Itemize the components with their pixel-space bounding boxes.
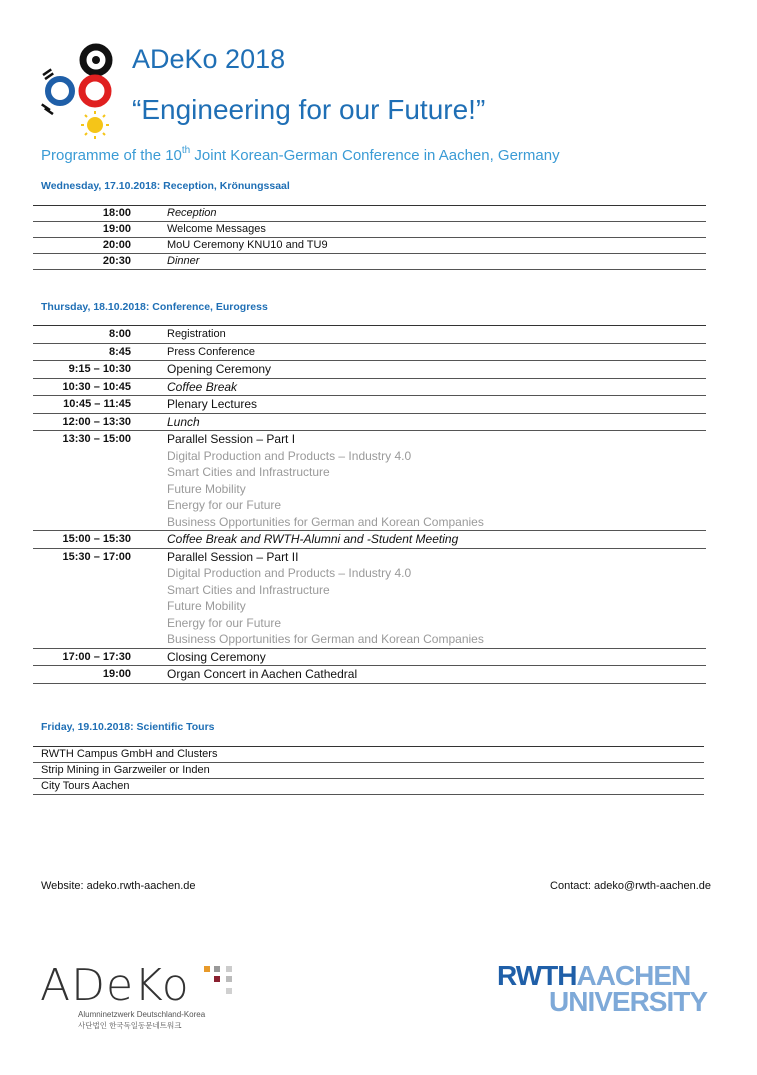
schedule-event-title: Parallel Session – Part I — [167, 432, 296, 446]
schedule-row — [33, 343, 706, 361]
rwth-logo-rwth: RWTH — [497, 960, 577, 991]
schedule-row — [33, 238, 706, 254]
schedule-time: 20:00 — [33, 238, 167, 254]
schedule-row — [33, 206, 706, 222]
schedule-time: 20:30 — [33, 254, 167, 270]
schedule-event-title: Closing Ceremony — [167, 649, 266, 664]
schedule-event-title: Coffee Break and RWTH-Alumni and -Student Meeting — [167, 532, 459, 546]
schedule-event-title: Welcome Messages — [167, 223, 266, 235]
parallel-session-topic: Future Mobility — [167, 599, 246, 613]
schedule-row — [33, 254, 706, 270]
adeko-logo-squares-icon — [200, 962, 244, 998]
schedule-event — [167, 206, 706, 222]
rwth-aachen-logo — [497, 960, 708, 1020]
schedule-row — [33, 531, 706, 549]
schedule-time: 19:00 — [33, 222, 167, 238]
schedule-event — [167, 326, 706, 344]
schedule-time: 17:00 – 17:30 — [33, 648, 167, 666]
conference-title: ADeKo 2018 — [132, 44, 286, 74]
tour-name: City Tours Aachen — [33, 779, 704, 795]
schedule-event — [167, 222, 706, 238]
schedule-time: 15:00 – 15:30 — [33, 531, 167, 549]
schedule-event — [167, 343, 706, 361]
schedule-event-title: Opening Ceremony — [167, 362, 272, 376]
schedule-row — [33, 431, 706, 531]
adeko-network-logo — [40, 960, 250, 1032]
tour-row — [33, 763, 704, 779]
schedule-row — [33, 413, 706, 431]
tour-name: RWTH Campus GmbH and Clusters — [33, 747, 704, 763]
schedule-event — [167, 378, 706, 396]
parallel-session-topic: Energy for our Future — [167, 615, 282, 630]
schedule-time: 15:30 – 17:00 — [33, 548, 167, 648]
schedule-time: 19:00 — [33, 666, 167, 684]
schedule-event-title: Organ Concert in Aachen Cathedral — [167, 667, 358, 681]
schedule-time: 10:30 – 10:45 — [33, 378, 167, 396]
schedule-event — [167, 413, 706, 431]
wednesday-schedule-table — [33, 205, 706, 270]
parallel-session-topic: Business Opportunities for German and Korean Companies — [167, 632, 484, 646]
schedule-event-title: Parallel Session – Part II — [167, 549, 299, 564]
schedule-event — [167, 254, 706, 270]
adeko-logo-word: ADeKo — [40, 960, 190, 1011]
schedule-event-title: Press Conference — [167, 345, 256, 358]
schedule-row — [33, 361, 706, 379]
schedule-row — [33, 666, 706, 684]
schedule-event-title: Plenary Lectures — [167, 397, 258, 411]
parallel-session-topic: Future Mobility — [167, 481, 246, 496]
schedule-event-title: Registration — [167, 328, 226, 340]
schedule-time: 12:00 – 13:30 — [33, 413, 167, 431]
schedule-event-title: Lunch — [167, 414, 200, 429]
wednesday-heading: Wednesday, 17.10.2018: Reception, Krönungssaal — [41, 180, 290, 192]
parallel-session-topic: Digital Production and Products – Industry 4.0 — [167, 566, 412, 580]
rwth-logo-university: UNIVERSITY — [549, 986, 708, 1017]
programme-subtitle — [41, 145, 560, 164]
tour-row — [33, 747, 704, 763]
friday-tours-table — [33, 746, 704, 795]
parallel-session-topic: Smart Cities and Infrastructure — [167, 582, 330, 597]
schedule-event — [167, 531, 706, 549]
thursday-heading: Thursday, 18.10.2018: Conference, Eurogress — [41, 301, 268, 313]
adeko-logo-subline-german: Alumninetzwerk Deutschland-Korea — [78, 1010, 206, 1019]
schedule-event-title: MoU Ceremony KNU10 and TU9 — [167, 239, 328, 251]
tour-row — [33, 779, 704, 795]
parallel-session-topic: Smart Cities and Infrastructure — [167, 465, 330, 479]
schedule-event — [167, 238, 706, 254]
schedule-event — [167, 396, 706, 414]
schedule-time: 18:00 — [33, 206, 167, 222]
schedule-event — [167, 361, 706, 379]
rwth-logo-aachen: AACHEN — [576, 960, 691, 991]
schedule-time: 9:15 – 10:30 — [33, 361, 167, 379]
schedule-event — [167, 666, 706, 684]
parallel-session-topic: Business Opportunities for German and Korean Companies — [167, 514, 484, 529]
schedule-time: 8:45 — [33, 343, 167, 361]
schedule-event — [167, 648, 706, 666]
schedule-row — [33, 378, 706, 396]
subtitle-post: Joint Korean-German Conference in Aachen, Germany — [190, 147, 560, 164]
parallel-session-topic: Energy for our Future — [167, 498, 282, 512]
schedule-event-title: Dinner — [167, 255, 200, 267]
adeko-conference-logo-icon — [38, 38, 118, 142]
schedule-row — [33, 396, 706, 414]
subtitle-pre: Programme of the 10 — [41, 147, 182, 164]
schedule-event-title: Reception — [167, 207, 217, 219]
schedule-row — [33, 548, 706, 648]
schedule-time: 8:00 — [33, 326, 167, 344]
schedule-time: 10:45 – 11:45 — [33, 396, 167, 414]
thursday-schedule-table — [33, 325, 706, 684]
contact-text: Contact: adeko@rwth-aachen.de — [550, 880, 711, 892]
schedule-event — [167, 431, 706, 531]
schedule-event-title: Coffee Break — [167, 379, 238, 394]
subtitle-sup: th — [181, 145, 191, 156]
schedule-event — [167, 548, 706, 648]
parallel-session-topic: Digital Production and Products – Industry 4.0 — [167, 448, 412, 463]
schedule-row — [33, 326, 706, 344]
schedule-row — [33, 648, 706, 666]
website-text: Website: adeko.rwth-aachen.de — [41, 880, 196, 892]
conference-motto: “Engineering for our Future!” — [132, 94, 486, 125]
schedule-time: 13:30 – 15:00 — [33, 431, 167, 531]
schedule-row — [33, 222, 706, 238]
adeko-logo-subline-korean: 사단법인 한국독일동문네트워크 — [78, 1021, 182, 1030]
tour-name: Strip Mining in Garzweiler or Inden — [33, 763, 704, 779]
friday-heading: Friday, 19.10.2018: Scientific Tours — [41, 721, 215, 733]
